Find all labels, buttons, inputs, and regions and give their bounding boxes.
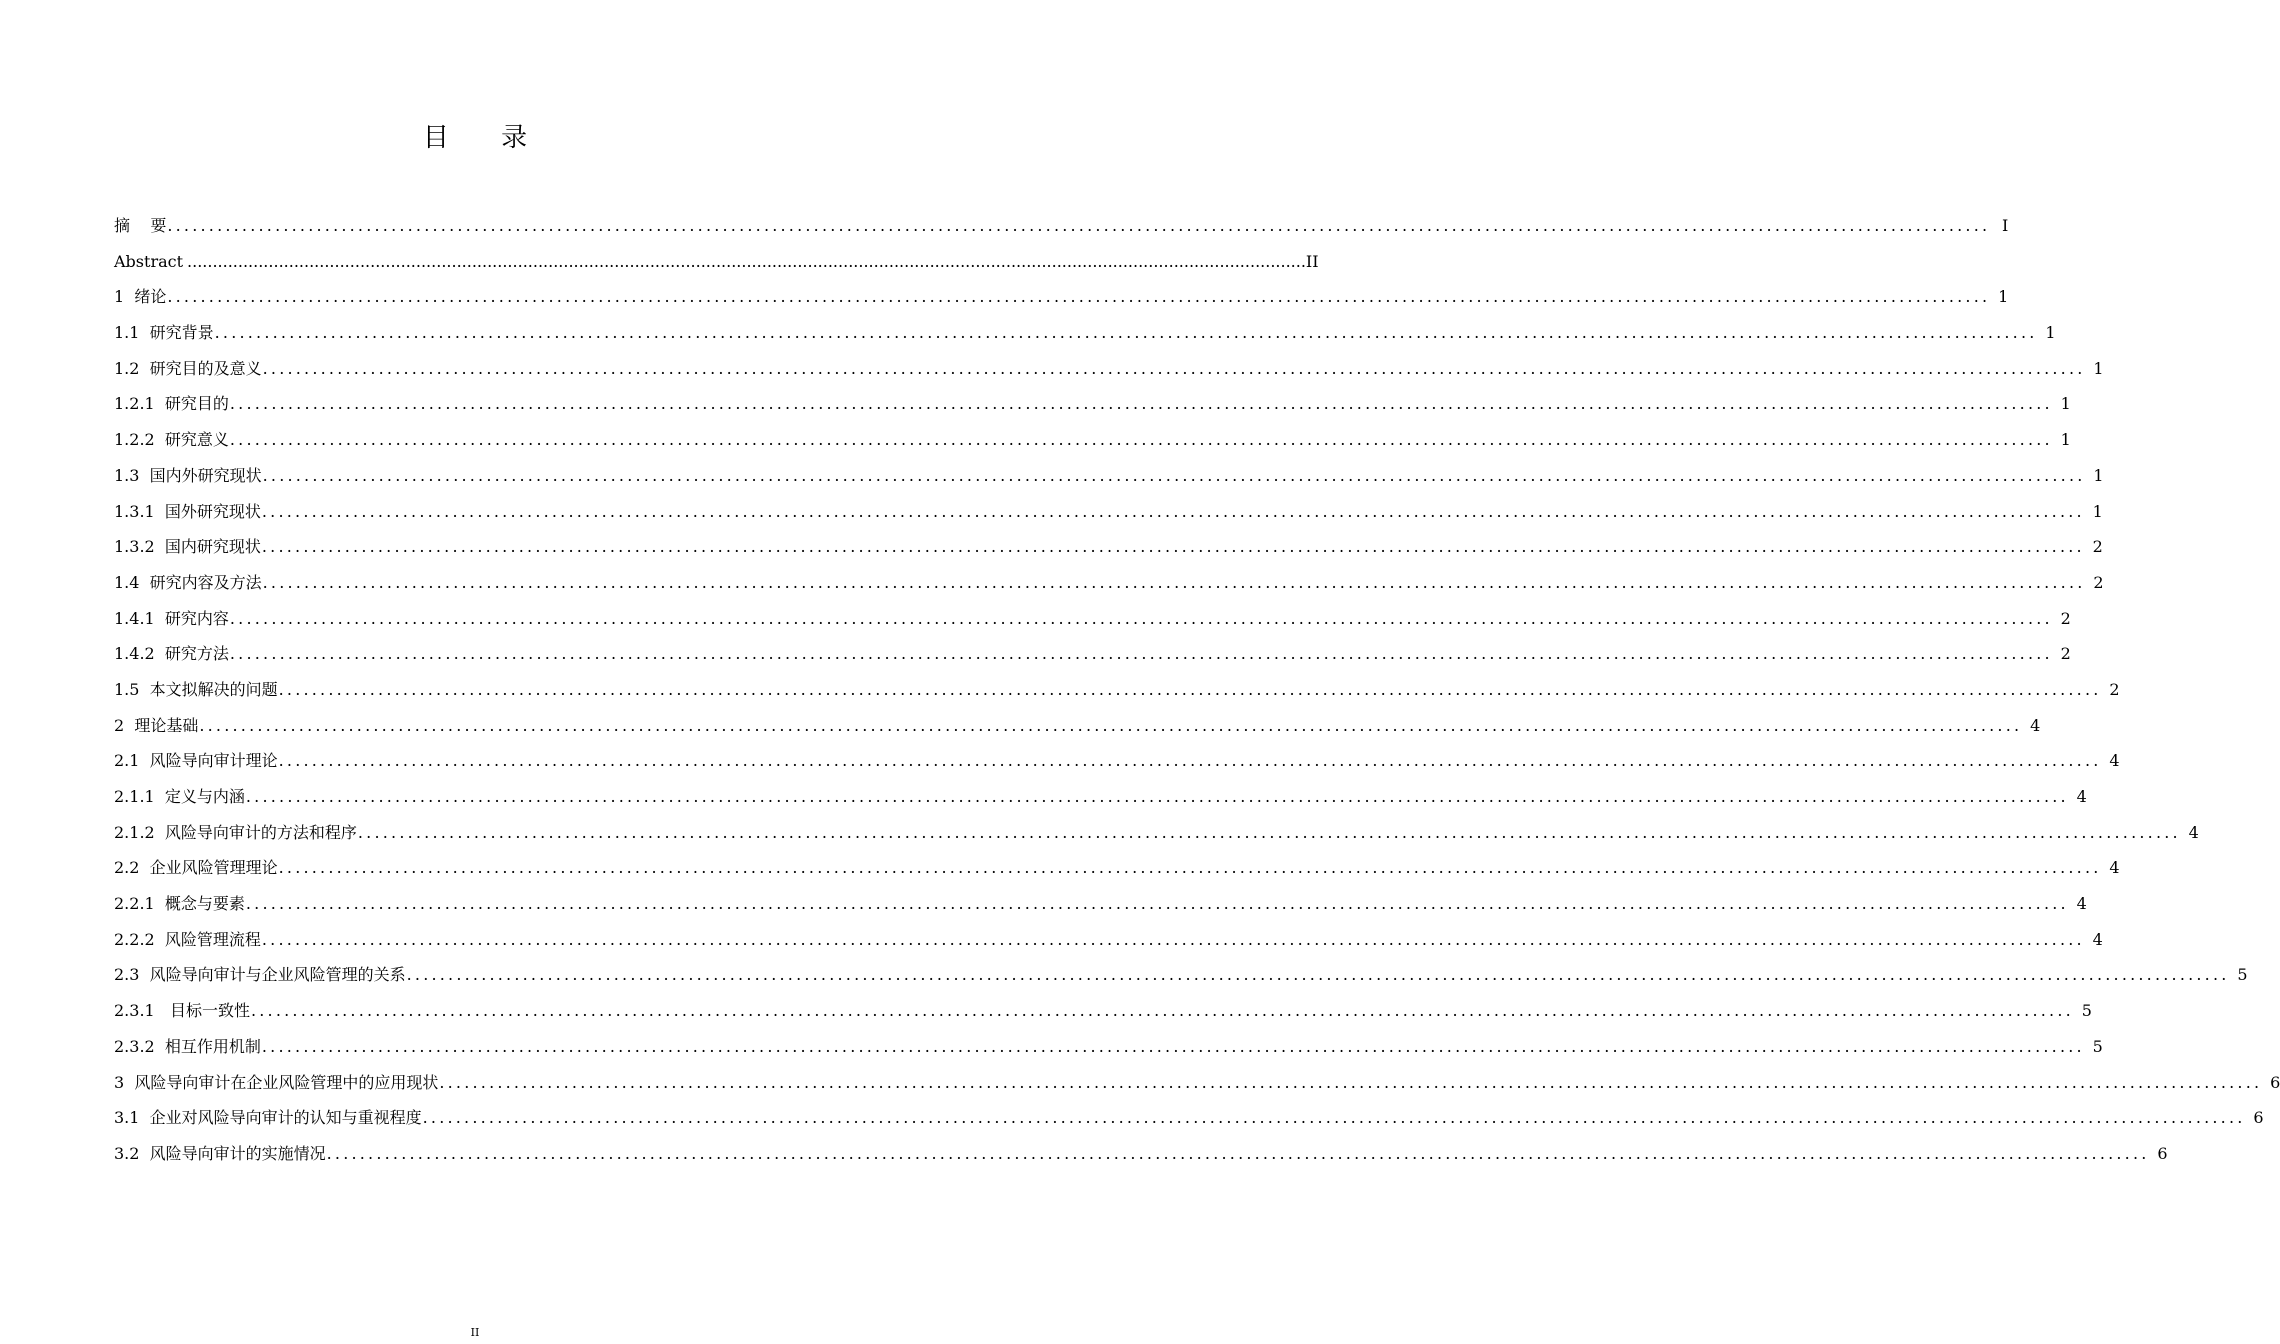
toc-entry[interactable] — [114, 708, 2041, 744]
toc-entry-page-number: 1 — [1998, 287, 2009, 307]
toc-entry[interactable] — [114, 779, 2087, 815]
toc-entry-label: 2.2.1 概念与要素 — [114, 894, 245, 914]
toc-entry-label: 1.2 研究目的及意义 — [114, 358, 262, 378]
toc-dot-leader: ............................................................................................................................................................................................................................ — [245, 894, 2069, 914]
toc-entry-label: 2.3.2 相互作用机制 — [114, 1036, 261, 1056]
toc-entry-label: 3.1 企业对风险导向审计的认知与重视程度 — [114, 1108, 422, 1128]
toc-entry-label: 1.3.2 国内研究现状 — [114, 537, 261, 557]
toc-entry-page-number: 1 — [2093, 358, 2104, 378]
toc-dot-leader: ............................................................................................................................................................................................................................ — [229, 430, 2053, 450]
toc-entry[interactable] — [114, 1065, 2280, 1101]
toc-entry-page-number: 4 — [2076, 894, 2087, 914]
toc-entry-page-number: 6 — [2253, 1108, 2264, 1128]
toc-dot-leader: ............................................................................................................................................................................................................................ — [278, 858, 2102, 878]
toc-entry-page-number: 5 — [2092, 1036, 2103, 1056]
toc-dot-leader: ............................................................................................................................................................................................................................ — [214, 323, 2038, 343]
toc-entry[interactable] — [114, 922, 2103, 958]
toc-entry-page-number: 6 — [2157, 1143, 2168, 1163]
toc-entry-page-number: 2 — [2060, 608, 2071, 628]
toc-entry-label: 1.2.1 研究目的 — [114, 394, 229, 414]
toc-entry-label: 2.2 企业风险管理理论 — [114, 858, 278, 878]
toc-dot-leader: ............................................................................................................................................................................................................................ — [422, 1108, 2246, 1128]
toc-dot-leader: ............................................................................................................................................................................................................................ — [167, 216, 1991, 235]
toc-entry-label: 1.3 国内外研究现状 — [114, 465, 262, 485]
toc-entry[interactable] — [114, 886, 2087, 922]
toc-dot-leader: ............................................................................................................................................................................................................................ — [187, 251, 1306, 271]
toc-entry[interactable] — [114, 529, 2103, 565]
toc-entry-label: 2.1 风险导向审计理论 — [114, 751, 278, 771]
toc-entry-label: 3 风险导向审计在企业风险管理中的应用现状 — [114, 1072, 439, 1092]
toc-dot-leader: ............................................................................................................................................................................................................................ — [278, 751, 2102, 771]
toc-entry-label: 1 绪论 — [114, 287, 167, 307]
toc-entry[interactable] — [114, 636, 2071, 672]
toc-dot-leader: ............................................................................................................................................................................................................................ — [229, 644, 2053, 664]
toc-dot-leader: ............................................................................................................................................................................................................................ — [326, 1143, 2150, 1163]
toc-entry[interactable] — [114, 208, 2009, 244]
toc-entry-label: 1.2.2 研究意义 — [114, 430, 229, 450]
toc-entry[interactable] — [114, 244, 1319, 280]
toc-entry-label: 2.3.1 目标一致性 — [114, 1001, 250, 1021]
toc-entry-page-number: I — [2001, 216, 2009, 235]
toc-entry-page-number: 4 — [2092, 929, 2103, 949]
toc-entry-label: 2.3 风险导向审计与企业风险管理的关系 — [114, 965, 406, 985]
toc-entry-page-number: 2 — [2060, 644, 2071, 664]
table-of-contents — [114, 208, 2280, 1172]
toc-entry-label: 摘 要 — [114, 216, 167, 235]
toc-dot-leader: ............................................................................................................................................................................................................................ — [261, 537, 2085, 557]
toc-entry[interactable] — [114, 601, 2071, 637]
toc-dot-leader: ............................................................................................................................................................................................................................ — [261, 501, 2085, 521]
toc-entry-page-number: 1 — [2093, 465, 2104, 485]
toc-entry[interactable] — [114, 1029, 2103, 1065]
toc-entry-label: 2 理论基础 — [114, 715, 199, 735]
toc-entry-label: 1.4 研究内容及方法 — [114, 572, 262, 592]
toc-entry-label: 3.2 风险导向审计的实施情况 — [114, 1143, 326, 1163]
toc-entry[interactable] — [114, 957, 2248, 993]
toc-entry-page-number: 4 — [2030, 715, 2041, 735]
toc-entry[interactable] — [114, 279, 2009, 315]
toc-entry-label: 2.1.1 定义与内涵 — [114, 787, 245, 806]
toc-dot-leader: ............................................................................................................................................................................................................................ — [439, 1072, 2263, 1092]
toc-entry[interactable] — [114, 386, 2071, 422]
toc-entry[interactable] — [114, 1136, 2168, 1172]
toc-entry-page-number: II — [1305, 251, 1319, 271]
toc-dot-leader: ............................................................................................................................................................................................................................ — [199, 715, 2023, 735]
toc-entry-page-number: 4 — [2188, 822, 2199, 842]
toc-entry[interactable] — [114, 422, 2071, 458]
toc-entry[interactable] — [114, 850, 2120, 886]
toc-dot-leader: ............................................................................................................................................................................................................................ — [278, 679, 2102, 699]
toc-dot-leader: ............................................................................................................................................................................................................................ — [262, 572, 2086, 592]
toc-entry-label: 1.3.1 国外研究现状 — [114, 501, 261, 521]
toc-entry-page-number: 2 — [2093, 572, 2104, 592]
toc-entry-label: Abstract — [114, 251, 184, 271]
toc-entry-label: 2.1.2 风险导向审计的方法和程序 — [114, 822, 357, 842]
toc-entry[interactable] — [114, 565, 2104, 601]
toc-entry[interactable] — [114, 1100, 2264, 1136]
toc-entry-label: 2.2.2 风险管理流程 — [114, 929, 261, 949]
toc-dot-leader: ............................................................................................................................................................................................................................ — [262, 358, 2086, 378]
footer-page-number: II — [470, 1326, 480, 1339]
toc-entry-page-number: 1 — [2060, 430, 2071, 450]
toc-entry-page-number: 6 — [2270, 1072, 2280, 1092]
toc-entry-page-number: 4 — [2076, 787, 2087, 806]
toc-entry[interactable] — [114, 993, 2092, 1029]
toc-entry-label: 1.4.2 研究方法 — [114, 644, 229, 664]
toc-dot-leader: ............................................................................................................................................................................................................................ — [261, 1036, 2085, 1056]
toc-dot-leader: ............................................................................................................................................................................................................................ — [250, 1001, 2074, 1021]
toc-entry[interactable] — [114, 494, 2103, 530]
toc-dot-leader: ............................................................................................................................................................................................................................ — [406, 965, 2230, 985]
page-title: 目 录 — [422, 123, 550, 153]
toc-entry-label: 1.4.1 研究内容 — [114, 608, 229, 628]
toc-entry-page-number: 2 — [2092, 537, 2103, 557]
toc-entry-label: 1.5 本文拟解决的问题 — [114, 679, 278, 699]
toc-dot-leader: ............................................................................................................................................................................................................................ — [357, 822, 2181, 842]
toc-entry-page-number: 1 — [2060, 394, 2071, 414]
toc-entry-page-number: 5 — [2081, 1001, 2092, 1021]
toc-entry[interactable] — [114, 672, 2120, 708]
toc-dot-leader: ............................................................................................................................................................................................................................ — [261, 929, 2085, 949]
toc-entry[interactable] — [114, 315, 2056, 351]
toc-entry-page-number: 5 — [2237, 965, 2248, 985]
toc-entry-page-number: 2 — [2109, 679, 2120, 699]
toc-entry-page-number: 4 — [2109, 751, 2120, 771]
toc-entry-label: 1.1 研究背景 — [114, 323, 214, 343]
toc-dot-leader: ............................................................................................................................................................................................................................ — [229, 608, 2053, 628]
toc-entry[interactable] — [114, 815, 2199, 851]
toc-entry-page-number: 1 — [2092, 501, 2103, 521]
toc-dot-leader: ............................................................................................................................................................................................................................ — [262, 465, 2086, 485]
toc-dot-leader: ............................................................................................................................................................................................................................ — [229, 394, 2053, 414]
toc-entry[interactable] — [114, 743, 2120, 779]
toc-entry[interactable] — [114, 351, 2104, 387]
toc-dot-leader: ............................................................................................................................................................................................................................ — [167, 287, 1991, 307]
toc-entry-page-number: 1 — [2045, 323, 2056, 343]
toc-entry[interactable] — [114, 458, 2104, 494]
toc-dot-leader: ............................................................................................................................................................................................................................ — [245, 787, 2069, 806]
toc-entry-page-number: 4 — [2109, 858, 2120, 878]
